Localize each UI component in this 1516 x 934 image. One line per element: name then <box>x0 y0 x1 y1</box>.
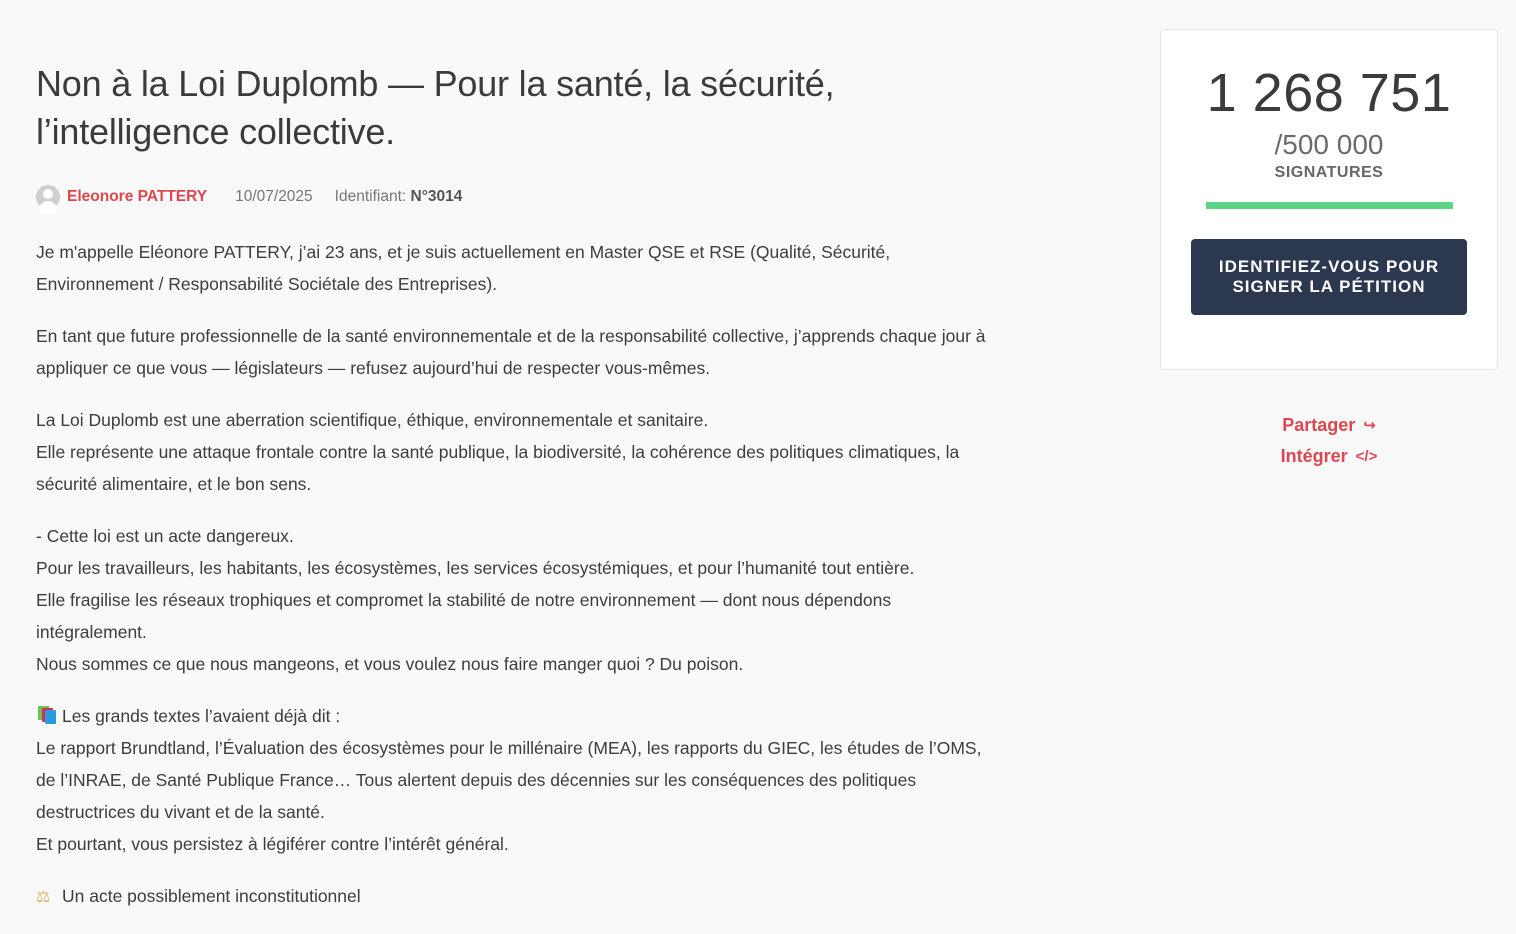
signature-card <box>1160 29 1498 370</box>
body-line: Nous sommes ce que nous mangeons, et vous voulez nous faire manger quoi ? Du poison. <box>36 654 744 674</box>
embed-label: Intégrer <box>1280 446 1348 466</box>
share-label: Partager <box>1282 415 1356 435</box>
share-arrow-icon: ↪ <box>1363 417 1376 434</box>
signature-progress-bar <box>1206 202 1453 209</box>
petition-identifier <box>335 188 463 206</box>
petition-meta <box>36 184 986 210</box>
petition-body <box>36 236 986 914</box>
body-paragraph <box>36 404 986 500</box>
body-paragraph <box>36 880 986 914</box>
body-paragraph <box>36 320 986 384</box>
embed-link[interactable] <box>1160 441 1498 472</box>
identifier-value: N°3014 <box>410 188 463 205</box>
books-emoji-icon <box>36 706 56 724</box>
body-line: Un acte possiblement inconstitutionnel <box>62 886 361 906</box>
body-line: Je m'appelle Eléonore PATTERY, j’ai 23 ans, et je suis actuellement en Master QSE et RSE (Qualité, Sécurité, Environnement / Responsabilité Sociétale des Entreprises). <box>36 242 891 294</box>
signature-count: 1 268 751 <box>1206 63 1452 123</box>
petition-main <box>36 60 986 934</box>
body-line: Elle fragilise les réseaux trophiques et compromet la stabilité de notre environnement — dont nous dépendons intégralement. <box>36 590 892 642</box>
body-line: Pour les travailleurs, les habitants, les écosystèmes, les services écosystémiques, et pour l’humanité tout entière. <box>36 558 915 578</box>
body-paragraph <box>36 520 986 680</box>
body-line: Elle représente une attaque frontale contre la santé publique, la biodiversité, la cohérence des politiques climatiques, la sécurité alimentaire, et le bon sens. <box>36 442 960 494</box>
balance-scale-emoji-icon: ⚖ <box>36 889 51 906</box>
body-line: Et pourtant, vous persistez à légiférer contre l’intérêt général. <box>36 834 509 854</box>
petition-date: 10/07/2025 <box>235 188 313 205</box>
code-icon: </> <box>1355 448 1378 465</box>
body-line: En tant que future professionnelle de la santé environnementale et de la responsabilité collective, j’apprends chaque jour à appliquer ce que vous — législateurs — refusez aujourd’hui de respecter vous-mêmes. <box>36 326 986 378</box>
author-link[interactable]: Eleonore PATTERY <box>67 188 208 205</box>
body-line: Les grands textes l’avaient déjà dit : <box>62 706 341 726</box>
body-line: - Cette loi est un acte dangereux. <box>36 526 294 546</box>
sign-petition-button[interactable]: IDENTIFIEZ-VOUS POUR SIGNER LA PÉTITION <box>1191 239 1467 315</box>
progress-fill <box>1206 202 1453 209</box>
share-actions <box>1160 410 1498 472</box>
identifier-label: Identifiant: <box>334 188 407 205</box>
page-title: Non à la Loi Duplomb — Pour la santé, la sécurité, l’intelligence collective. <box>36 63 835 152</box>
signatures-label: SIGNATURES <box>1274 164 1384 181</box>
share-link[interactable] <box>1160 410 1498 441</box>
body-paragraph <box>36 700 986 860</box>
avatar-icon <box>36 185 60 209</box>
body-line: La Loi Duplomb est une aberration scientifique, éthique, environnementale et sanitaire. <box>36 410 709 430</box>
body-paragraph <box>36 236 986 300</box>
body-line: Le rapport Brundtland, l’Évaluation des écosystèmes pour le millénaire (MEA), les rapports du GIEC, les études de l’OMS, de l’INRAE, de Santé Publique France… Tous alertent depuis des décennies sur les conséquences des politiques destructrices du vivant et de la santé. <box>36 738 982 822</box>
signature-goal: /500 000 <box>1274 129 1384 160</box>
